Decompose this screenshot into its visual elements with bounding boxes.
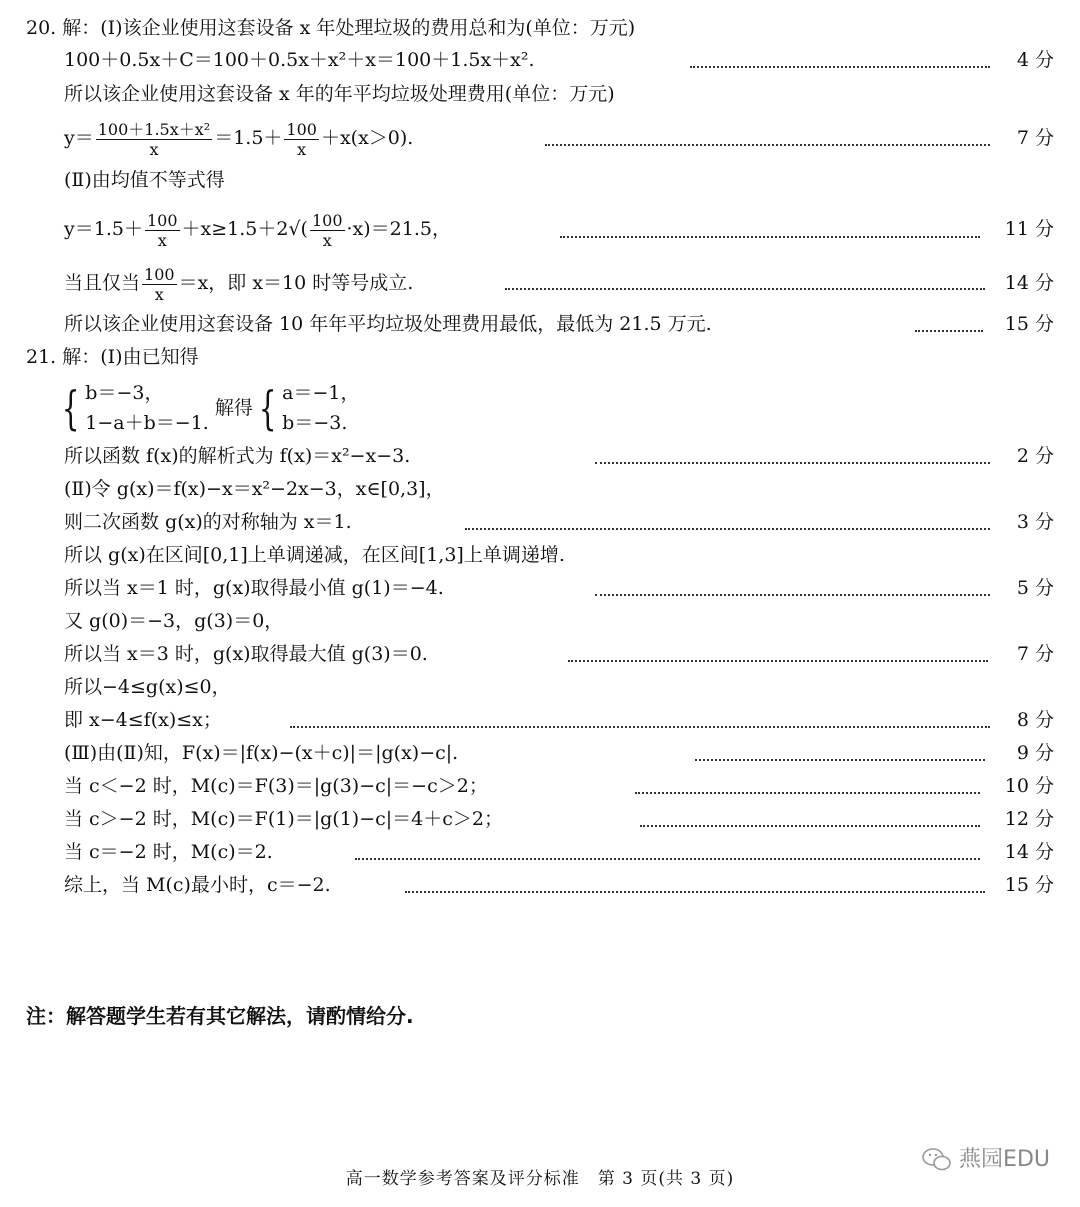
p20-line6 <box>0 262 1080 304</box>
p21-l12-text: 当 c＞−2 时，M(c)＝F(1)＝|g(1)−c|＝4＋c＞2； <box>64 808 504 830</box>
dot-leader <box>690 66 990 68</box>
p20-l1-text: 100＋0.5x＋C＝100＋0.5x＋x²＋x＝100＋1.5x＋x². <box>64 49 535 71</box>
dot-leader <box>635 792 980 794</box>
p20-l5-formula <box>64 206 451 252</box>
p20-line5 <box>0 206 1080 252</box>
score: 2 分 <box>1016 445 1054 467</box>
p20-l6-formula <box>64 262 413 304</box>
p20-l4-text: (Ⅱ)由均值不等式得 <box>64 169 225 191</box>
dot-leader <box>915 330 983 332</box>
p21-line2 <box>0 473 1080 505</box>
dot-leader <box>405 891 985 893</box>
p21-system <box>0 376 1080 438</box>
dot-leader <box>595 594 990 596</box>
score: 14 分 <box>1004 272 1054 294</box>
dot-leader <box>568 660 988 662</box>
p21-line8 <box>0 671 1080 703</box>
dot-leader <box>595 462 990 464</box>
p20-line4 <box>0 164 1080 196</box>
formula-part: ＝1.5＋ <box>214 127 283 149</box>
fraction <box>284 120 319 159</box>
formula-part: ＋x(x＞0). <box>320 127 414 149</box>
formula-part: ＋x≥1.5＋2√( <box>181 218 308 240</box>
denominator: x <box>297 139 307 159</box>
dot-leader <box>695 759 985 761</box>
p20-line7 <box>0 308 1080 340</box>
dot-leader <box>290 726 990 728</box>
system-right <box>282 378 359 438</box>
formula-part: y＝1.5＋ <box>64 218 143 240</box>
p21-l5-text: 所以当 x＝1 时，g(x)取得最小值 g(1)＝−4. <box>64 577 444 599</box>
p21-line5 <box>0 572 1080 604</box>
p20-l3-formula <box>64 116 413 160</box>
p21-line7 <box>0 638 1080 670</box>
p20-line3 <box>0 116 1080 160</box>
p21-l13-text: 当 c＝−2 时，M(c)＝2. <box>64 841 273 863</box>
left-brace: { <box>61 381 80 435</box>
p21-line4 <box>0 539 1080 571</box>
score: 4 分 <box>1016 49 1054 71</box>
p21-l4-text: 所以 g(x)在区间[0,1]上单调递减，在区间[1,3]上单调递增. <box>64 544 565 566</box>
p20-l7-text: 所以该企业使用这套设备 10 年年平均垃圾处理费用最低，最低为 21.5 万元. <box>64 313 712 335</box>
p20-line2 <box>0 78 1080 110</box>
p21-l8-text: 所以−4≤g(x)≤0， <box>64 676 231 698</box>
p21-heading-line <box>0 341 1080 373</box>
p21-line13 <box>0 836 1080 868</box>
system-left <box>85 378 209 438</box>
p21-line3 <box>0 506 1080 538</box>
p21-line6 <box>0 605 1080 637</box>
score: 15 分 <box>1004 874 1054 896</box>
fraction <box>96 120 212 159</box>
denominator: x <box>149 139 159 159</box>
p21-l14-text: 综上，当 M(c)最小时，c＝−2. <box>64 874 331 896</box>
numerator: 100 <box>311 210 343 230</box>
grading-note: 注：解答题学生若有其它解法，请酌情给分. <box>26 1004 414 1028</box>
dot-leader <box>640 825 980 827</box>
watermark-text: 燕园EDU <box>959 1147 1050 1172</box>
dot-leader <box>355 858 980 860</box>
formula-part: ·x)＝21.5， <box>346 218 451 240</box>
score: 7 分 <box>1016 643 1054 665</box>
p21-l10-text: (Ⅲ)由(Ⅱ)知，F(x)＝|f(x)−(x＋c)|＝|g(x)−c|. <box>64 742 459 764</box>
dot-leader <box>465 528 990 530</box>
equation: b＝−3， <box>85 382 164 404</box>
numerator: 100 <box>286 119 317 139</box>
score: 12 分 <box>1004 808 1054 830</box>
p21-l7-text: 所以当 x＝3 时，g(x)取得最大值 g(3)＝0. <box>64 643 428 665</box>
p21-heading: 21. 解：(Ⅰ)由已知得 <box>26 346 199 368</box>
dot-leader <box>545 144 990 146</box>
numerator: 100 <box>146 210 178 230</box>
p21-l1-text: 所以函数 f(x)的解析式为 f(x)＝x²−x−3. <box>64 445 411 467</box>
score: 9 分 <box>1016 742 1054 764</box>
numerator: 100 <box>144 264 175 284</box>
denominator: x <box>322 230 332 250</box>
p20-heading-line <box>0 12 1080 44</box>
p21-l11-text: 当 c＜−2 时，M(c)＝F(3)＝|g(3)−c|＝−c＞2； <box>64 775 488 797</box>
formula-part: 当且仅当 <box>64 272 141 294</box>
p20-l2-text: 所以该企业使用这套设备 x 年的年平均垃圾处理费用(单位：万元) <box>64 83 615 105</box>
numerator: 100＋1.5x＋x² <box>97 119 211 139</box>
formula-part: y＝ <box>64 127 94 149</box>
equation-system <box>56 376 360 439</box>
score: 5 分 <box>1016 577 1054 599</box>
left-brace: { <box>258 381 277 435</box>
equation: 1−a＋b＝−1. <box>85 412 209 434</box>
solve-label: 解得 <box>214 397 253 419</box>
score: 11 分 <box>1004 218 1054 240</box>
equation: b＝−3. <box>282 412 348 434</box>
score: 7 分 <box>1016 127 1054 149</box>
page-footer: 高一数学参考答案及评分标准 第 3 页(共 3 页) <box>345 1169 735 1189</box>
p21-line1 <box>0 440 1080 472</box>
p21-l3-text: 则二次函数 g(x)的对称轴为 x＝1. <box>64 511 352 533</box>
p21-l6-text: 又 g(0)＝−3，g(3)＝0， <box>64 610 284 632</box>
denominator: x <box>157 230 167 250</box>
p21-line12 <box>0 803 1080 835</box>
p21-line14 <box>0 869 1080 901</box>
p20-line1 <box>0 44 1080 76</box>
score: 15 分 <box>1004 313 1054 335</box>
p21-line11 <box>0 770 1080 802</box>
dot-leader <box>505 288 985 290</box>
formula-part: ＝x，即 x＝10 时等号成立. <box>178 272 414 294</box>
dot-leader <box>560 236 980 238</box>
p21-l2-text: (Ⅱ)令 g(x)＝f(x)−x＝x²−2x−3，x∈[0,3]， <box>64 478 445 500</box>
equation: a＝−1， <box>282 382 360 404</box>
p21-line10 <box>0 737 1080 769</box>
score: 8 分 <box>1016 709 1054 731</box>
denominator: x <box>154 284 164 304</box>
score: 10 分 <box>1004 775 1054 797</box>
fraction <box>142 265 177 304</box>
p21-line9 <box>0 704 1080 736</box>
p20-heading: 20. 解：(Ⅰ)该企业使用这套设备 x 年处理垃圾的费用总和为(单位：万元) <box>26 17 636 39</box>
fraction <box>310 211 345 250</box>
score: 14 分 <box>1004 841 1054 863</box>
fraction <box>145 211 180 250</box>
score: 3 分 <box>1016 511 1054 533</box>
p21-l9-text: 即 x−4≤f(x)≤x； <box>64 709 222 731</box>
